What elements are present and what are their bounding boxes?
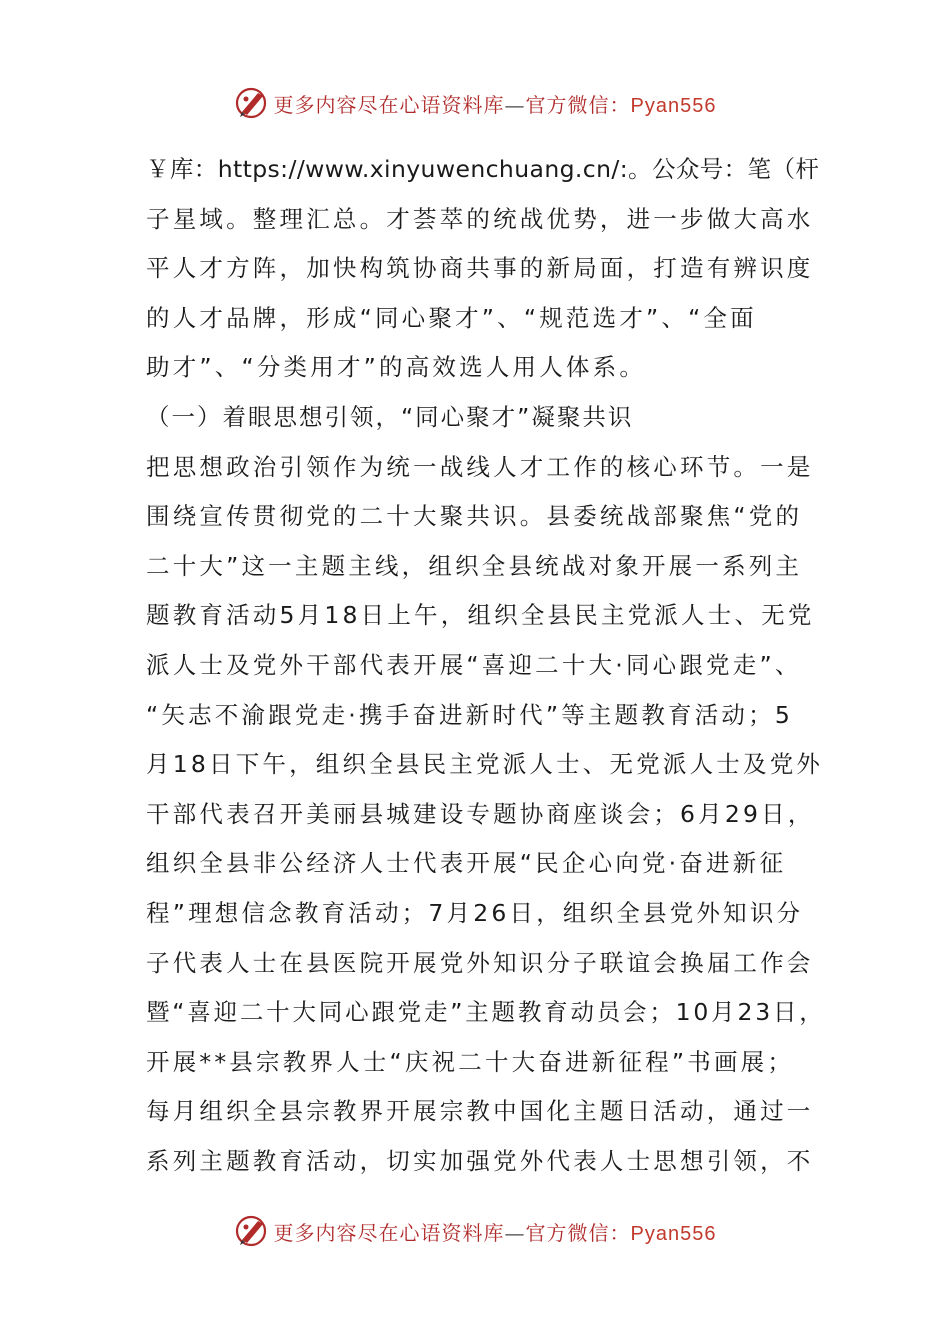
text-line-4: 的人才品牌，形成“同心聚才”、“规范选才”、“全面 [146,303,757,332]
text-line-14: 干部代表召开美丽县城建设专题协商座谈会；6月29日， [146,799,815,828]
text-line-20: 每月组织全县宗教界开展宗教中国化主题日活动，通过一 [146,1097,814,1126]
document-body [146,145,826,1186]
pen-logo-icon [234,1213,270,1249]
text-line-17: 子代表人士在县医院开展党外知识分子联谊会换届工作会 [146,948,814,977]
text-line-5: 助才”、“分类用才”的高效选人用人体系。 [146,353,647,382]
footer-watermark [0,1211,950,1251]
watermark-contact-id: Pyan556 [630,1222,717,1245]
text-line-10: 题教育活动5月18日上午，组织全县民主党派人士、无党 [146,601,815,630]
section-heading: （一）着眼思想引领，“同心聚才”凝聚共识 [146,402,634,431]
pen-logo-icon [234,85,270,121]
text-line-7: 把思想政治引领作为统一战线人才工作的核心环节。一是 [146,452,814,481]
text-line-1: ￥库：https://www.xinyuwenchuang.cn/:。公众号：笔（杆 [146,155,820,183]
text-line-12: “矢志不渝跟党走·携手奋进新时代”等主题教育活动；5 [146,700,793,729]
text-line-13: 月18日下午，组织全县民主党派人士、无党派人士及党外 [146,750,824,779]
watermark-main: 更多内容尽在心语资料库 [273,92,505,117]
watermark-contact-label: 官方微信： [525,1220,631,1245]
watermark-text [274,89,717,118]
text-line-19: 开展**县宗教界人士“庆祝二十大奋进新征程”书画展； [146,1047,795,1076]
text-line-2: 子星域。整理汇总。才荟萃的统战优势，进一步做大高水 [146,204,814,233]
watermark-contact-id: Pyan556 [630,94,717,117]
watermark-separator: — [504,92,526,117]
text-line-18: 暨“喜迎二十大同心跟党走”主题教育动员会；10月23日， [146,998,826,1027]
watermark-main: 更多内容尽在心语资料库 [273,1220,505,1245]
text-line-15: 组织全县非公经济人士代表开展“民企心向党·奋进新征 [146,849,787,878]
watermark-text [274,1217,717,1246]
text-line-9: 二十大”这一主题主线，组织全县统战对象开展一系列主 [146,551,803,580]
text-line-3: 平人才方阵，加快构筑协商共事的新局面，打造有辨识度 [146,254,814,283]
text-line-11: 派人士及党外干部代表开展“喜迎二十大·同心跟党走”、 [146,650,802,679]
watermark-separator: — [504,1220,526,1245]
watermark-contact-label: 官方微信： [525,92,631,117]
text-line-8: 围绕宣传贯彻党的二十大聚共识。县委统战部聚焦“党的 [146,502,803,531]
text-line-16: 程”理想信念教育活动；7月26日，组织全县党外知识分 [146,898,804,927]
text-line-21: 系列主题教育活动，切实加强党外代表人士思想引领，不 [146,1146,814,1175]
header-watermark [0,83,950,123]
